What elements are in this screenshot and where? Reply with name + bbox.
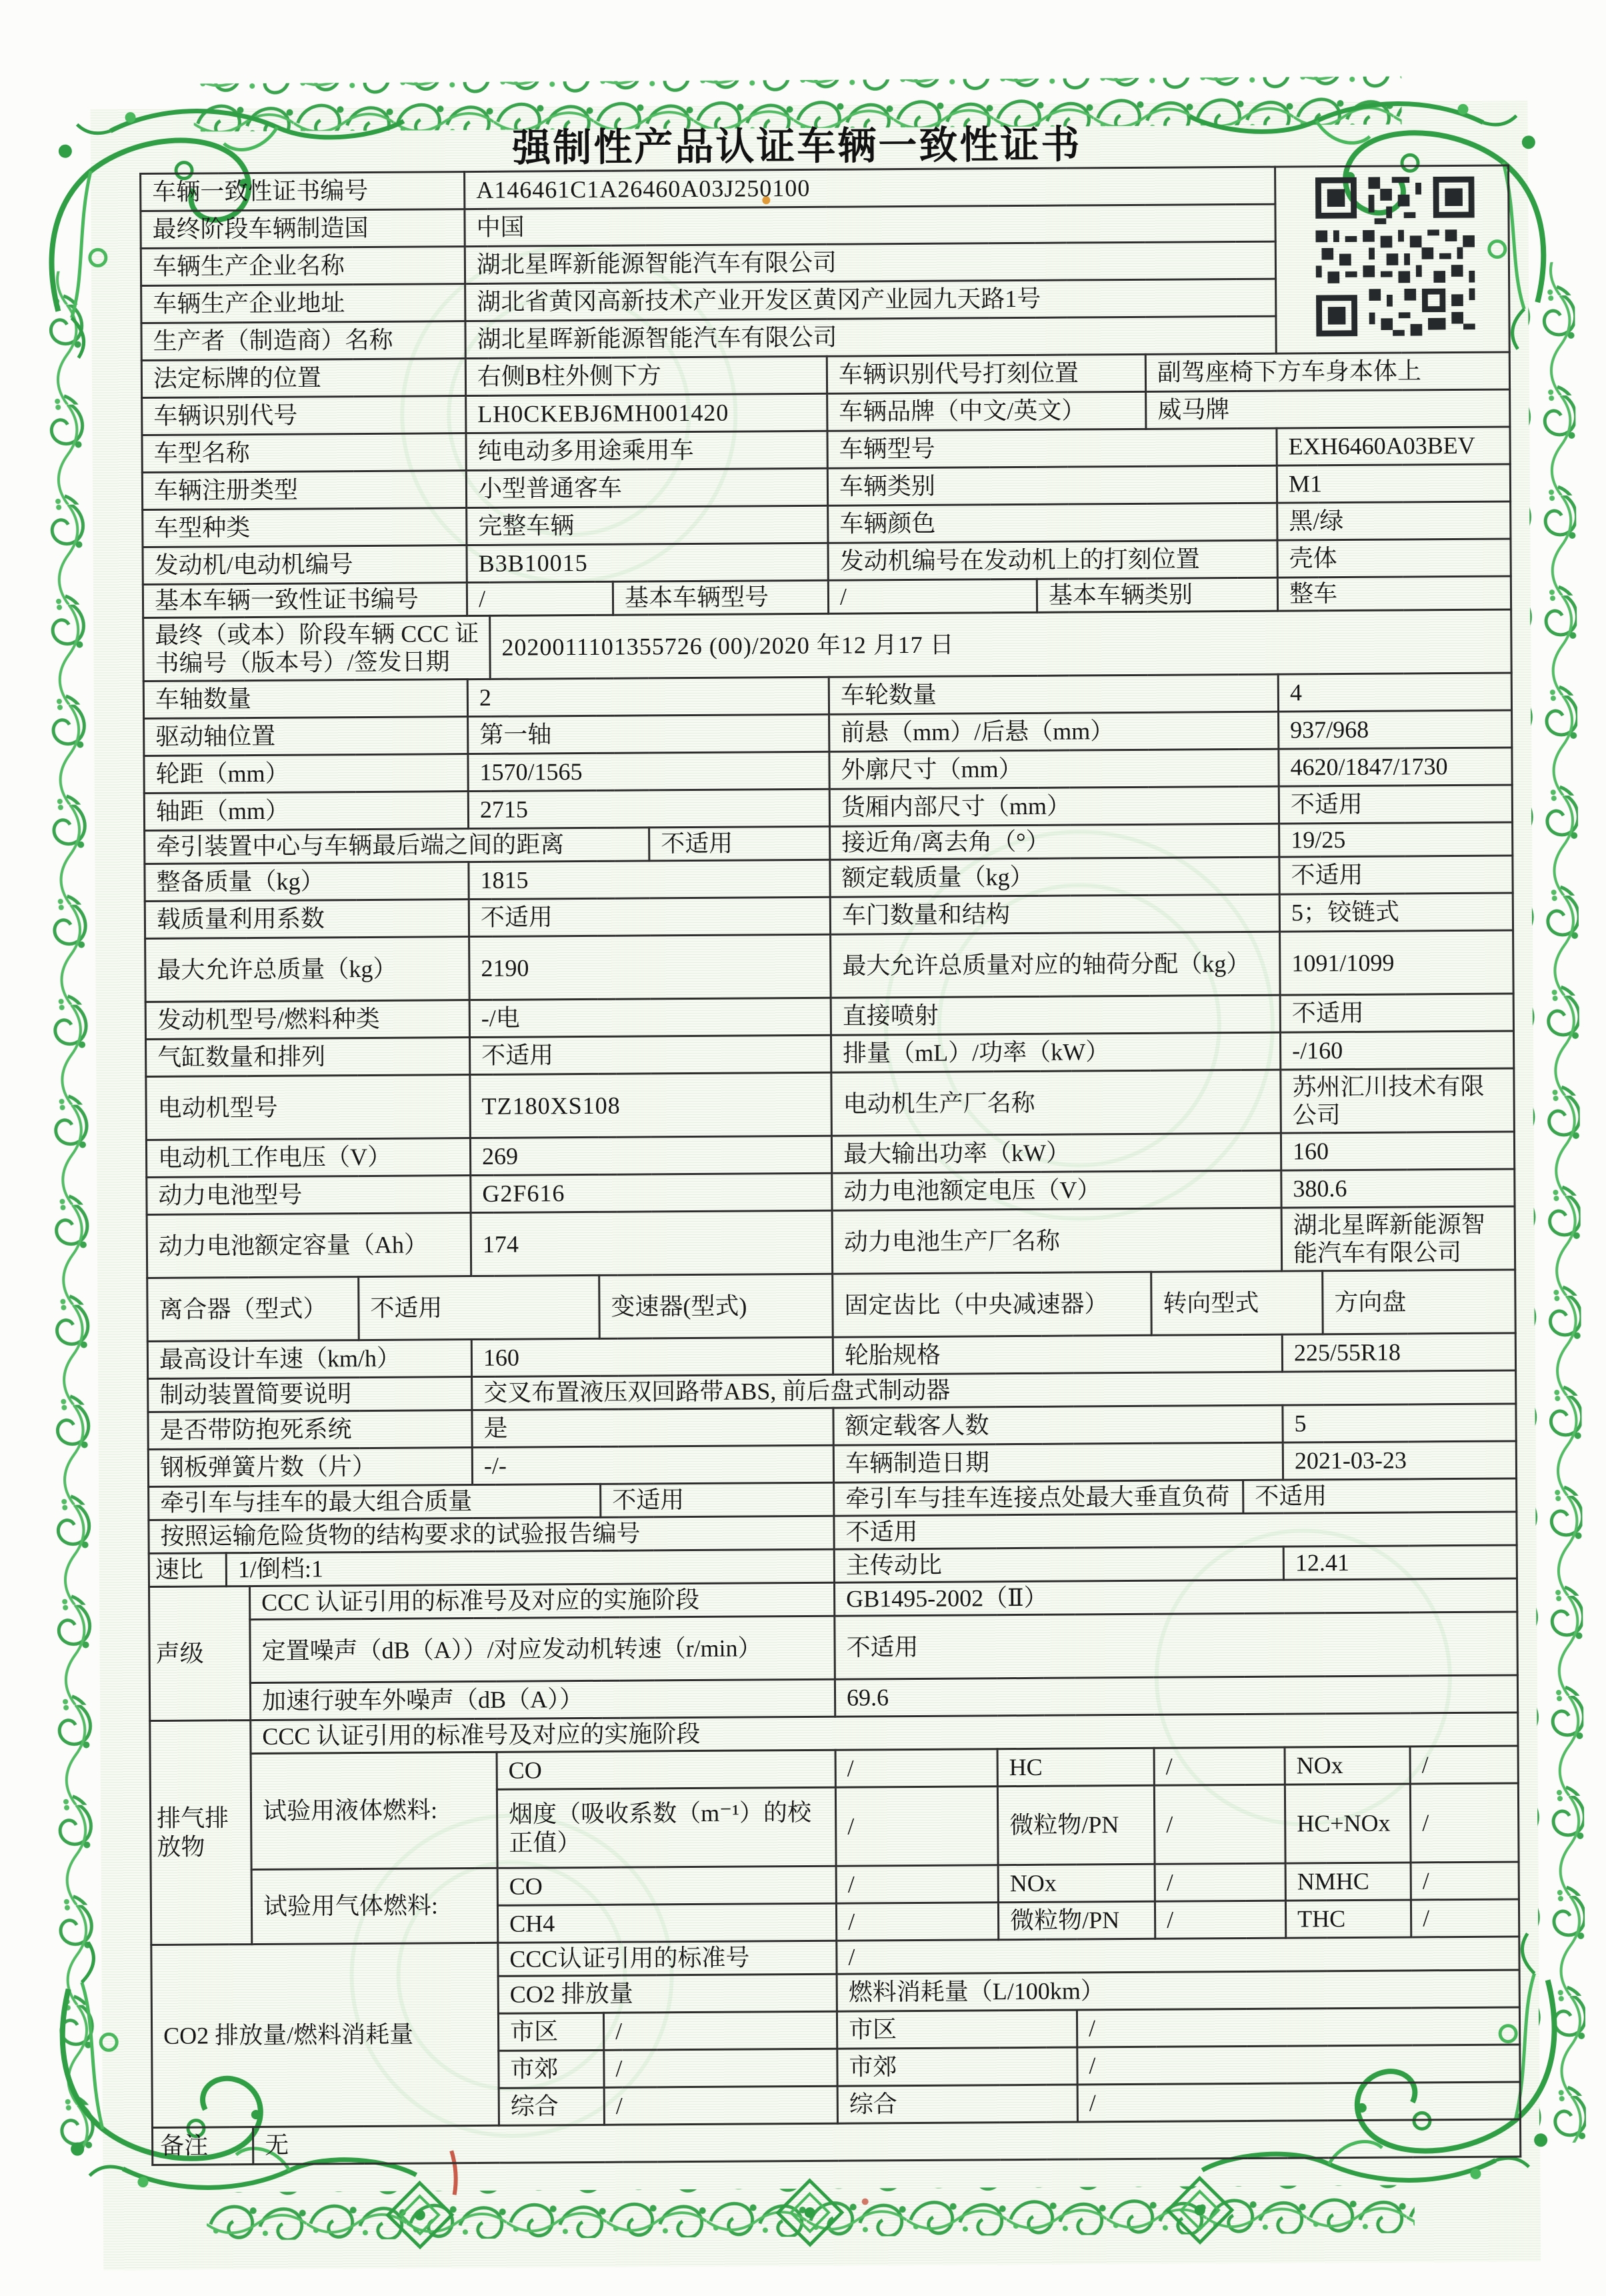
cell-label: 微粒物/PN xyxy=(997,1785,1155,1865)
cell-label: 制动装置简要说明 xyxy=(148,1377,472,1412)
cell-value: 2 xyxy=(467,677,829,716)
cell-value: 174 xyxy=(471,1210,833,1276)
table-row xyxy=(152,2119,1520,2165)
cell-value: 苏州汇川技术有限公司 xyxy=(1281,1068,1515,1133)
cell-value: / xyxy=(467,582,613,616)
cell-value: / xyxy=(836,1865,998,1903)
cell-label: 车轮数量 xyxy=(829,674,1278,714)
cell-label: CO xyxy=(497,1750,835,1789)
cell-label: 燃料消耗量（L/100km） xyxy=(837,1970,1519,2011)
cell-value: 黑/绿 xyxy=(1277,501,1511,540)
cell-value: 不适用 xyxy=(359,1275,600,1340)
cell-value: 4620/1847/1730 xyxy=(1279,748,1512,786)
cell-label: 是否带防抱死系统 xyxy=(148,1410,472,1450)
table-row xyxy=(141,165,1509,211)
cell-value: / xyxy=(604,2086,837,2125)
cell-label: 驱动轴位置 xyxy=(144,717,468,756)
cell-label: 牵引装置中心与车辆最后端之间的距离 xyxy=(145,828,649,864)
cell-value: 中国 xyxy=(465,204,1275,246)
cell-value: 160 xyxy=(1281,1132,1514,1170)
cell-value: 不适用 xyxy=(470,1035,831,1074)
cell-value: B3B10015 xyxy=(467,543,828,582)
cell-label: 发动机/电动机编号 xyxy=(143,545,467,585)
page-title: 强制性产品认证车辆一致性证书 xyxy=(512,123,1082,170)
cell-value: 2715 xyxy=(468,789,829,828)
cell-value: 1/倒档:1 xyxy=(226,1549,834,1586)
cell-value: 12.41 xyxy=(1283,1545,1517,1580)
cell-value: / xyxy=(1410,1746,1518,1784)
cell-label: 车辆制造日期 xyxy=(833,1442,1283,1482)
cell-value: 湖北省黄冈高新技术产业开发区黄冈产业园九天路1号 xyxy=(465,279,1276,321)
cell-value: 小型普通客车 xyxy=(466,468,827,507)
cell-label: 速比 xyxy=(149,1553,226,1587)
cell-value: 5 xyxy=(1283,1404,1516,1442)
cell-label: 发动机型号/燃料种类 xyxy=(145,1000,469,1040)
cell-value: 湖北星晖新能源智能汽车有限公司 xyxy=(1281,1206,1515,1271)
qr-code-icon xyxy=(1309,171,1481,343)
table-row xyxy=(143,610,1512,682)
cell-value: 不适用 xyxy=(835,1612,1518,1679)
cell-label: 车辆生产企业名称 xyxy=(141,247,465,286)
cell-value: / xyxy=(603,2011,837,2050)
cell-value: 不适用 xyxy=(1243,1478,1517,1514)
cell-value: 不适用 xyxy=(1280,994,1513,1032)
cell-label: CO2 排放量 xyxy=(498,1974,837,2013)
cell-value: 2021-03-23 xyxy=(1283,1441,1516,1480)
cell-value: 第一轴 xyxy=(468,714,829,754)
cell-label: 牵引车与挂车连接点处最大垂直负荷 xyxy=(834,1480,1243,1516)
cell-label: 车辆一致性证书编号 xyxy=(141,172,465,211)
cell-value: 不适用 xyxy=(1279,785,1512,824)
cell-value: 2020011101355726 (00)/2020 年12 月17 日 xyxy=(490,610,1512,679)
cell-value: -/电 xyxy=(469,998,831,1037)
cell-label: 电动机生产厂名称 xyxy=(831,1070,1281,1136)
cell-label: 按照运输危险货物的结构要求的试验报告编号 xyxy=(149,1516,834,1553)
table-row xyxy=(147,1270,1516,1342)
cell-label: 电动机型号 xyxy=(146,1075,471,1140)
cell-label: 定置噪声（dB（A））/对应发动机转速（r/min） xyxy=(250,1616,835,1682)
cell-label: 车门数量和结构 xyxy=(830,894,1279,934)
cell-value: 纯电动多用途乘用车 xyxy=(466,431,827,470)
cell-label: 牵引车与挂车的最大组合质量 xyxy=(149,1484,601,1520)
cell-label: 车辆类别 xyxy=(827,465,1277,505)
cell-value: A146461C1A26460A03J250100 xyxy=(465,167,1275,209)
cell-label: 试验用气体燃料: xyxy=(251,1868,498,1944)
cell-value: 完整车辆 xyxy=(467,505,828,545)
group-label: CO2 排放量/燃料消耗量 xyxy=(151,1943,499,2127)
cell-value: 269 xyxy=(470,1136,831,1175)
cell-value: 不适用 xyxy=(1279,856,1513,894)
cell-label: CCC 认证引用的标准号及对应的实施阶段 xyxy=(251,1712,1518,1754)
cell-value: / xyxy=(1411,1862,1519,1900)
cell-label: 动力电池型号 xyxy=(147,1176,471,1215)
cell-value: 交叉布置液压双回路带ABS, 前后盘式制动器 xyxy=(472,1370,1516,1410)
cell-label: 发动机编号在发动机上的打刻位置 xyxy=(828,540,1277,580)
cell-label: 微粒物/PN xyxy=(998,1901,1155,1939)
cell-value: 2190 xyxy=(469,934,831,1000)
cell-label: 车辆生产企业地址 xyxy=(141,284,465,323)
cell-label: 法定标牌的位置 xyxy=(141,359,465,398)
cell-value: / xyxy=(1154,1785,1285,1864)
cell-label: CCC 认证引用的标准号及对应的实施阶段 xyxy=(250,1582,835,1619)
table-row xyxy=(149,1612,1518,1684)
cell-value: / xyxy=(604,2049,837,2087)
cell-value: -/- xyxy=(472,1445,833,1484)
group-label: 声级 xyxy=(149,1586,251,1721)
cell-value: 副驾座椅下方车身本体上 xyxy=(1145,352,1509,391)
cell-label: 钢板弹簧片数（片） xyxy=(148,1448,472,1487)
cell-label: 变速器(型式) xyxy=(599,1274,833,1338)
cell-label: 综合 xyxy=(499,2087,604,2125)
cell-value: 不适用 xyxy=(834,1512,1517,1549)
cell-value: / xyxy=(828,579,1037,614)
cell-value: 225/55R18 xyxy=(1282,1333,1515,1372)
cell-value: 19/25 xyxy=(1279,822,1513,857)
cell-label: 最终阶段车辆制造国 xyxy=(141,209,465,249)
cell-value: 是 xyxy=(472,1408,833,1447)
cell-label: 市区 xyxy=(837,2010,1077,2049)
cell-label: 车型名称 xyxy=(142,433,466,473)
cell-label: 前悬（mm）/后悬（mm） xyxy=(829,712,1279,752)
cell-value: 湖北星晖新能源智能汽车有限公司 xyxy=(465,241,1275,283)
cell-label: 排量（mL）/功率（kW） xyxy=(831,1032,1281,1072)
cell-label: NOx xyxy=(1285,1747,1410,1785)
cell-label: 额定载客人数 xyxy=(833,1405,1283,1445)
cell-value: 不适用 xyxy=(469,897,830,936)
cell-value: 69.6 xyxy=(835,1675,1517,1716)
cell-value: / xyxy=(1411,1899,1519,1937)
cell-value: 937/968 xyxy=(1279,710,1512,749)
cell-label: 烟度（吸收系数（m⁻¹）的校正值） xyxy=(497,1787,836,1868)
cell-label: 接近角/离去角（°） xyxy=(830,824,1279,860)
cell-label: THC xyxy=(1285,1900,1411,1938)
cell-label: CCC认证引用的标准号 xyxy=(498,1941,837,1976)
cell-value: / xyxy=(1077,2082,1520,2122)
cell-label: 最大输出功率（kW） xyxy=(831,1133,1281,1173)
cell-label: 直接喷射 xyxy=(831,995,1280,1035)
cell-value: 不适用 xyxy=(601,1482,834,1517)
cell-label: NMHC xyxy=(1285,1863,1411,1901)
cell-label: 载质量利用系数 xyxy=(145,900,469,939)
cell-label: 转向型式 xyxy=(1151,1271,1323,1336)
cell-value: 无 xyxy=(253,2119,1520,2165)
cell-label: 动力电池额定电压（V） xyxy=(832,1170,1281,1210)
table-row xyxy=(145,930,1514,1002)
cell-label: 车辆识别代号打刻位置 xyxy=(827,354,1145,393)
cell-label: 市郊 xyxy=(499,2050,604,2088)
cell-label: HC+NOx xyxy=(1285,1784,1411,1863)
cell-label: 市区 xyxy=(498,2013,603,2051)
cell-label: 最终（或本）阶段车辆 CCC 证书编号（版本号）/签发日期 xyxy=(143,616,491,681)
cell-label: 外廓尺寸（mm） xyxy=(829,749,1279,789)
cell-label: 最大允许总质量对应的轴荷分配（kg） xyxy=(831,932,1281,998)
cell-value: / xyxy=(837,1937,1519,1974)
cell-value: 整车 xyxy=(1277,576,1511,611)
cell-label: 市郊 xyxy=(837,2047,1077,2086)
cell-label: NOx xyxy=(998,1864,1155,1902)
cell-label: HC xyxy=(997,1748,1154,1786)
cell-value: / xyxy=(1154,1747,1285,1785)
cell-label: 车辆识别代号 xyxy=(142,396,466,435)
cell-value: / xyxy=(835,1787,998,1866)
cell-label: 车辆注册类型 xyxy=(142,471,466,510)
cell-value: 1091/1099 xyxy=(1280,930,1514,995)
cell-value: GB1495-2002（Ⅱ） xyxy=(835,1578,1517,1616)
cell-label: CH4 xyxy=(497,1903,836,1943)
cell-value: 160 xyxy=(471,1337,833,1376)
cell-value: 5；铰链式 xyxy=(1279,893,1513,932)
cell-value: 4 xyxy=(1278,673,1511,712)
cell-label: 气缸数量和排列 xyxy=(146,1038,470,1077)
cell-label: 最高设计车速（km/h） xyxy=(147,1340,471,1379)
cell-value: -/160 xyxy=(1281,1031,1514,1070)
cell-value: 1570/1565 xyxy=(468,752,829,791)
cell-label: 动力电池额定容量（Ah） xyxy=(147,1213,471,1278)
cell-value: 湖北星晖新能源智能汽车有限公司 xyxy=(465,316,1276,358)
cell-value: / xyxy=(836,1903,998,1941)
cell-label: 车辆颜色 xyxy=(828,503,1277,543)
cell-label: 电动机工作电压（V） xyxy=(146,1138,470,1178)
cell-label: 基本车辆一致性证书编号 xyxy=(143,583,467,618)
cell-label: 备注 xyxy=(152,2127,253,2165)
cell-value: 右侧B柱外侧下方 xyxy=(465,356,827,395)
table-row xyxy=(147,1206,1515,1278)
cell-label: 动力电池生产厂名称 xyxy=(832,1208,1282,1274)
cell-value: EXH6460A03BEV xyxy=(1277,427,1510,465)
cell-value: 威马牌 xyxy=(1146,389,1510,429)
cell-label: 车辆型号 xyxy=(827,428,1277,468)
cell-label: 综合 xyxy=(837,2085,1077,2123)
cell-label: 轴距（mm） xyxy=(144,792,468,831)
cell-value: 不适用 xyxy=(649,826,830,861)
cell-value: / xyxy=(1077,2007,1519,2047)
cell-label: 整备质量（kg） xyxy=(145,862,469,902)
cell-value: 壳体 xyxy=(1277,539,1511,578)
cell-label: 主传动比 xyxy=(834,1546,1283,1582)
cell-label: 额定载质量（kg） xyxy=(830,857,1279,897)
table-row xyxy=(146,1068,1515,1140)
cell-value: 380.6 xyxy=(1281,1169,1515,1208)
cell-value: / xyxy=(1077,2045,1520,2085)
cell-value: LH0CKEBJ6MH001420 xyxy=(466,393,827,433)
cell-label: 基本车辆类别 xyxy=(1037,578,1277,612)
cell-label: 离合器（型式） xyxy=(147,1277,359,1342)
cell-label: 车型种类 xyxy=(143,508,467,547)
cell-label: 货厢内部尺寸（mm） xyxy=(829,786,1279,826)
cell-value: / xyxy=(1155,1863,1285,1901)
cell-label: 轮胎规格 xyxy=(833,1334,1282,1374)
cell-value: TZ180XS108 xyxy=(470,1072,832,1138)
cell-value: / xyxy=(835,1749,997,1787)
cell-value: M1 xyxy=(1277,464,1510,503)
cell-value: G2F616 xyxy=(471,1173,832,1212)
cell-label: 最大允许总质量（kg） xyxy=(145,937,470,1002)
certificate-table xyxy=(139,165,1521,2166)
cell-value: 方向盘 xyxy=(1323,1270,1516,1334)
cell-value: 固定齿比（中央减速器） xyxy=(833,1272,1152,1337)
cell-value: 1815 xyxy=(469,860,830,899)
cell-label: CO xyxy=(497,1866,836,1905)
qr-cell xyxy=(1275,165,1510,353)
group-label: 排气排放物 xyxy=(150,1720,252,1945)
cell-value: / xyxy=(1155,1901,1285,1939)
cell-label: 轮距（mm） xyxy=(144,754,468,794)
cell-label: 试验用液体燃料: xyxy=(251,1752,497,1869)
cell-label: 车辆品牌（中文/英文） xyxy=(827,391,1146,431)
cell-label: 基本车辆型号 xyxy=(613,580,828,615)
cell-value: / xyxy=(1410,1783,1519,1863)
cell-label: 车轴数量 xyxy=(143,680,467,719)
cell-label: 加速行驶车外噪声（dB（A）） xyxy=(250,1679,835,1720)
cell-label: 生产者（制造商）名称 xyxy=(141,321,465,361)
